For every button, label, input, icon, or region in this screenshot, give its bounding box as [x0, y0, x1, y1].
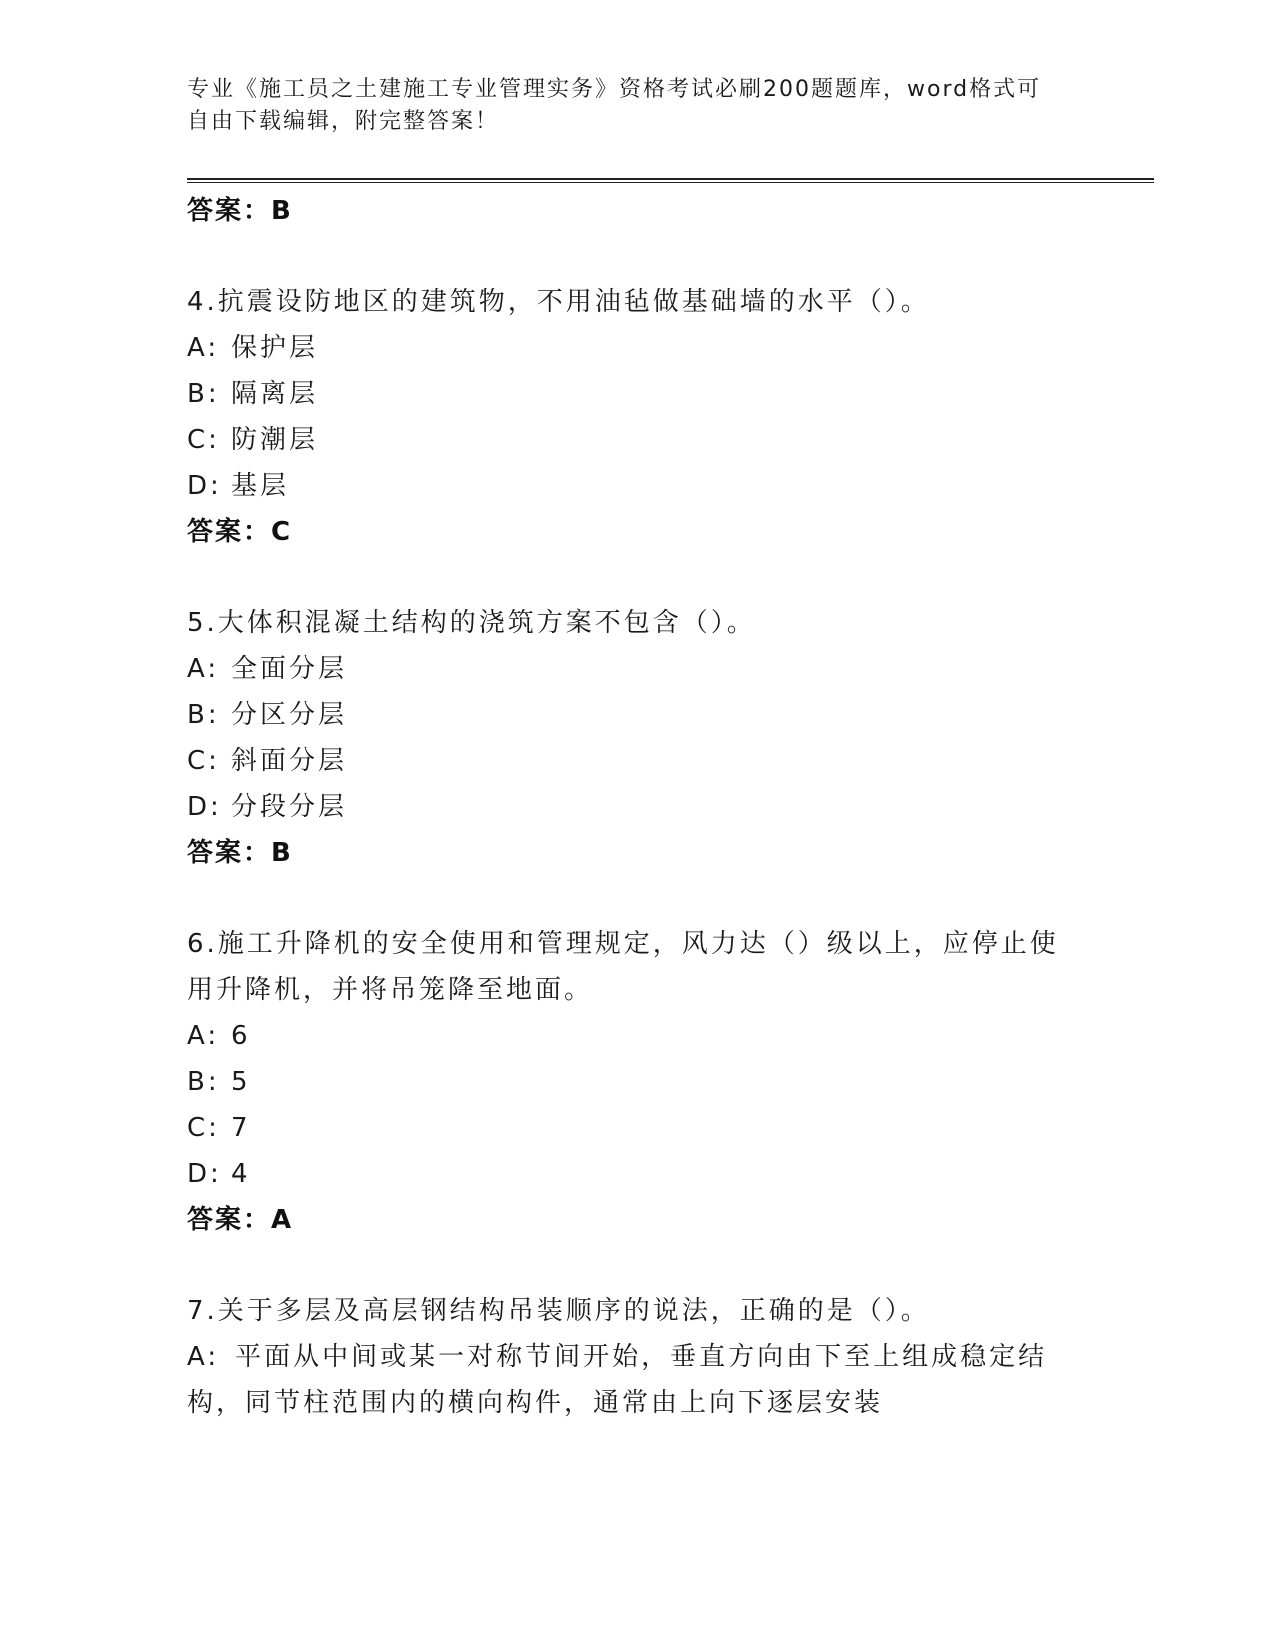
question-stem: 5.大体积混凝土结构的浇筑方案不包含（）。: [187, 608, 756, 638]
answer-line: 答案：C: [187, 517, 293, 547]
option-letter: B:: [187, 1067, 220, 1097]
option-letter: D:: [187, 1159, 222, 1189]
option-text: 分区分层: [231, 700, 348, 730]
option-d: [187, 784, 1087, 830]
option-letter: A:: [187, 333, 220, 363]
option-letter: C:: [187, 1113, 220, 1143]
question-block: [187, 279, 1087, 555]
option-d: [187, 1151, 1087, 1197]
option-d: [187, 463, 1087, 509]
option-b: [187, 1059, 1087, 1105]
option-text: 平面从中间或某一对称节间开始，垂直方向由下至上组成稳定结构，同节柱范围内的横向构件，通常由上向下逐层安装: [187, 1342, 1048, 1418]
answer-line: 答案：B: [187, 196, 293, 226]
page-header: [187, 74, 1067, 138]
option-text: 保护层: [231, 333, 319, 363]
option-letter: B:: [187, 700, 220, 730]
option-b: [187, 692, 1087, 738]
option-letter: A:: [187, 1342, 220, 1372]
question-stem: 6.施工升降机的安全使用和管理规定，风力达（）级以上，应停止使用升降机，并将吊笼降至地面。: [187, 929, 1059, 1005]
option-letter: C:: [187, 746, 220, 776]
option-letter: C:: [187, 425, 220, 455]
option-text: 分段分层: [231, 792, 348, 822]
option-c: [187, 417, 1087, 463]
option-a: [187, 1334, 1087, 1426]
question-block: [187, 600, 1087, 876]
option-text: 5: [231, 1067, 251, 1097]
option-text: 全面分层: [231, 654, 348, 684]
spacer: [187, 1243, 1087, 1288]
option-a: [187, 646, 1087, 692]
spacer: [187, 555, 1087, 600]
option-text: 7: [231, 1113, 251, 1143]
header-line-1: 专业《施工员之土建施工专业管理实务》资格考试必刷200题题库，word格式可: [187, 77, 1042, 102]
option-text: 基层: [231, 471, 290, 501]
question-block: [187, 1288, 1087, 1426]
header-divider: [187, 178, 1154, 183]
option-text: 4: [231, 1159, 251, 1189]
header-line-2: 自由下载编辑，附完整答案！: [187, 109, 500, 134]
option-text: 6: [231, 1021, 251, 1051]
option-letter: D:: [187, 471, 222, 501]
option-c: [187, 738, 1087, 784]
option-text: 斜面分层: [231, 746, 348, 776]
question-stem: 4.抗震设防地区的建筑物，不用油毡做基础墙的水平（）。: [187, 287, 930, 317]
option-letter: A:: [187, 654, 220, 684]
spacer: [187, 876, 1087, 921]
option-a: [187, 1013, 1087, 1059]
question-list: [187, 188, 1087, 1426]
answer-line: 答案：A: [187, 1205, 294, 1235]
option-c: [187, 1105, 1087, 1151]
option-letter: A:: [187, 1021, 220, 1051]
option-b: [187, 371, 1087, 417]
question-block: [187, 921, 1087, 1243]
option-a: [187, 325, 1087, 371]
option-text: 防潮层: [231, 425, 319, 455]
option-text: 隔离层: [231, 379, 319, 409]
question-stem: 7.关于多层及高层钢结构吊装顺序的说法，正确的是（）。: [187, 1296, 930, 1326]
option-letter: B:: [187, 379, 220, 409]
spacer: [187, 234, 1087, 279]
option-letter: D:: [187, 792, 222, 822]
answer-line: 答案：B: [187, 838, 293, 868]
